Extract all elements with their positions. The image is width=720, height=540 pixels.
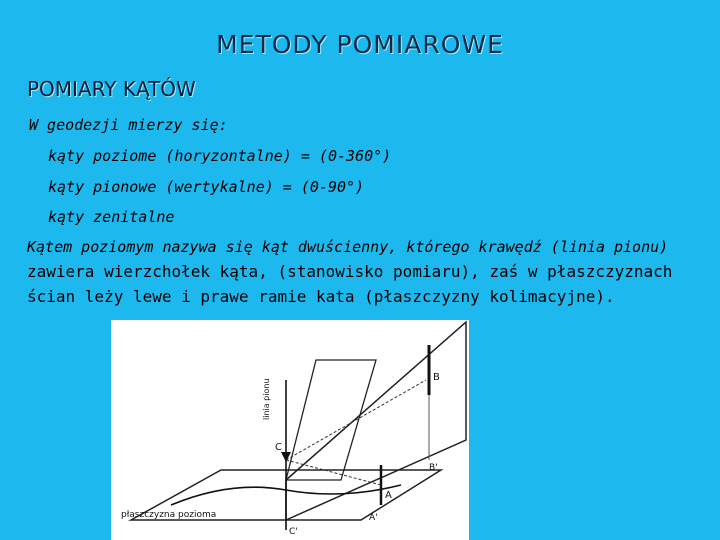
intro-text: W geodezji mierzy się: bbox=[29, 116, 228, 134]
plumb-label: linia pionu bbox=[262, 378, 271, 420]
sight-line-b bbox=[286, 380, 426, 460]
definition-line: zawiera wierzchołek kąta, (stanowisko pomiaru), zaś w płaszczyznach bbox=[27, 262, 673, 281]
left-collimation-plane bbox=[286, 360, 376, 480]
angle-diagram bbox=[111, 320, 469, 540]
list-item: kąty pionowe (wertykalne) = (0-90°) bbox=[48, 178, 365, 196]
list-item: kąty poziome (horyzontalne) = (0-360°) bbox=[48, 147, 392, 165]
definition-line: ścian leży lewe i prawe ramie kata (płaszczyzny kolimacyjne). bbox=[27, 287, 615, 306]
slide-title: METODY POMIAROWE bbox=[216, 30, 504, 59]
instrument-c bbox=[281, 452, 291, 462]
list-item: kąty zenitalne bbox=[48, 208, 175, 226]
plane-label: płaszczyzna pozioma bbox=[121, 510, 217, 520]
angle-diagram-svg bbox=[111, 320, 469, 540]
slide-subtitle: POMIARY KĄTÓW bbox=[27, 77, 196, 101]
point-c-label: C bbox=[275, 442, 282, 453]
sight-line-a bbox=[286, 460, 381, 485]
point-b-label: B bbox=[433, 372, 440, 383]
point-a-prime-label: A' bbox=[369, 513, 378, 523]
point-a-label: A bbox=[385, 490, 392, 501]
point-c-prime-label: C' bbox=[289, 527, 298, 537]
point-b-prime-label: B' bbox=[429, 463, 438, 473]
definition-line: Kątem poziomym nazywa się kąt dwuścienny, którego krawędź (linia pionu) bbox=[27, 238, 669, 256]
